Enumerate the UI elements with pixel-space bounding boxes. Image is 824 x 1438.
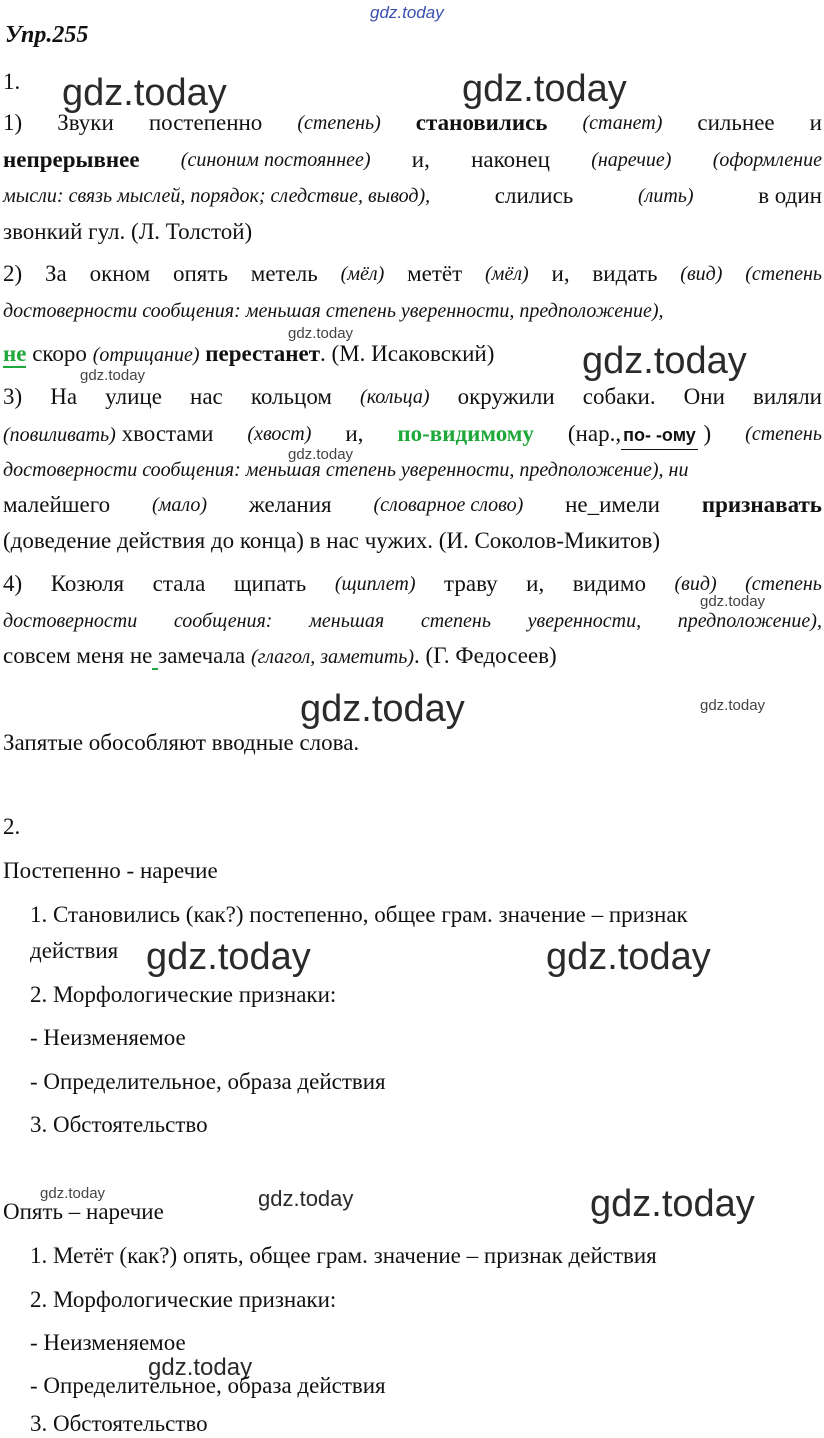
sentence3-line5: (доведение действия до конца) в нас чужих. (И. Соколов-Микитов): [3, 528, 661, 553]
watermark: gdz.today: [258, 1186, 354, 1211]
sentence1-line1: 1) Звуки постепенно (степень) становились (станет) сильнее и: [3, 110, 822, 135]
sentence3-line4: малейшего (мало) желания (словарное слово) не_имели признавать: [3, 492, 822, 517]
adverb2-point1: 1. Метёт (как?) опять, общее грам. значение – признак действия: [30, 1243, 657, 1268]
sentence3-line2: (повиливать) хвостами (хвост) и, по-видимому (нар., по- -ому ) (степень: [3, 420, 822, 450]
sentence1-line2: непрерывнее (синоним постояннее) и, наконец (наречие) (оформление: [3, 147, 822, 172]
sentence2-line2: достоверности сообщения: меньшая степень уверенности, предположение),: [3, 300, 664, 322]
adverb1-point5: 3. Обстоятельство: [30, 1112, 208, 1137]
sentence2-line1: 2) За окном опять метель (мёл) метёт (мёл) и, видать (вид) (степень: [3, 261, 822, 286]
adverb1-point1-cont: действия: [30, 938, 119, 963]
adverb1-point3: - Неизменяемое: [30, 1025, 186, 1050]
sentence3-line1: 3) На улице нас кольцом (кольца) окружили собаки. Они виляли: [3, 384, 822, 409]
adverb2-heading: Опять – наречие: [3, 1199, 164, 1224]
watermark: gdz.today: [80, 367, 146, 384]
watermark: gdz.today: [462, 68, 627, 110]
section1-number: 1.: [3, 69, 21, 94]
section2-number: 2.: [3, 814, 21, 839]
watermark: gdz.today: [62, 72, 227, 114]
sentence1-line4: звонкий гул. (Л. Толстой): [3, 219, 253, 244]
sentence4-line1: 4) Козюля стала щипать (щиплет) траву и, видимо (вид) (степень: [3, 571, 822, 596]
adverb1-heading: Постепенно - наречие: [3, 858, 218, 883]
watermark: gdz.today: [700, 697, 766, 714]
watermark: gdz.today: [590, 1183, 755, 1225]
watermark: gdz.today: [582, 340, 747, 382]
exercise-title: Упр.255: [5, 22, 89, 48]
morpheme-scheme: по- -ому: [621, 421, 698, 450]
adverb2-point2: 2. Морфологические признаки:: [30, 1287, 337, 1312]
adverb2-point3: - Неизменяемое: [30, 1330, 186, 1355]
conclusion-text: Запятые обособляют вводные слова.: [3, 730, 360, 755]
adverb2-point4: - Определительное, образа действия: [30, 1373, 386, 1398]
watermark: gdz.today: [146, 936, 311, 978]
sentence2-line3: не скоро (отрицание) перестанет. (М. Исаковский): [3, 341, 495, 366]
watermark: gdz.today: [40, 1185, 106, 1202]
sentence3-line3: достоверности сообщения: меньшая степень уверенности, предположение), ни: [3, 459, 689, 481]
adverb1-point4: - Определительное, образа действия: [30, 1069, 386, 1094]
adverb1-point2: 2. Морфологические признаки:: [30, 982, 337, 1007]
sentence4-line2: достоверности сообщения: меньшая степень уверенности, предположение),: [3, 610, 822, 632]
watermark: gdz.today: [288, 446, 354, 463]
watermark: gdz.today: [700, 593, 766, 610]
adverb1-point1: 1. Становились (как?) постепенно, общее грам. значение – признак: [30, 902, 688, 927]
watermark: gdz.today: [288, 325, 354, 342]
sentence1-line3: мысли: связь мыслей, порядок; следствие, вывод), слились (лить) в один: [3, 183, 822, 208]
watermark: gdz.today: [148, 1354, 253, 1381]
watermark-top: gdz.today: [370, 3, 444, 22]
watermark: gdz.today: [546, 936, 711, 978]
watermark: gdz.today: [300, 688, 465, 730]
adverb2-point5: 3. Обстоятельство: [30, 1411, 208, 1436]
sentence4-line3: совсем меня не замечала (глагол, заметить). (Г. Федосеев): [3, 643, 557, 668]
